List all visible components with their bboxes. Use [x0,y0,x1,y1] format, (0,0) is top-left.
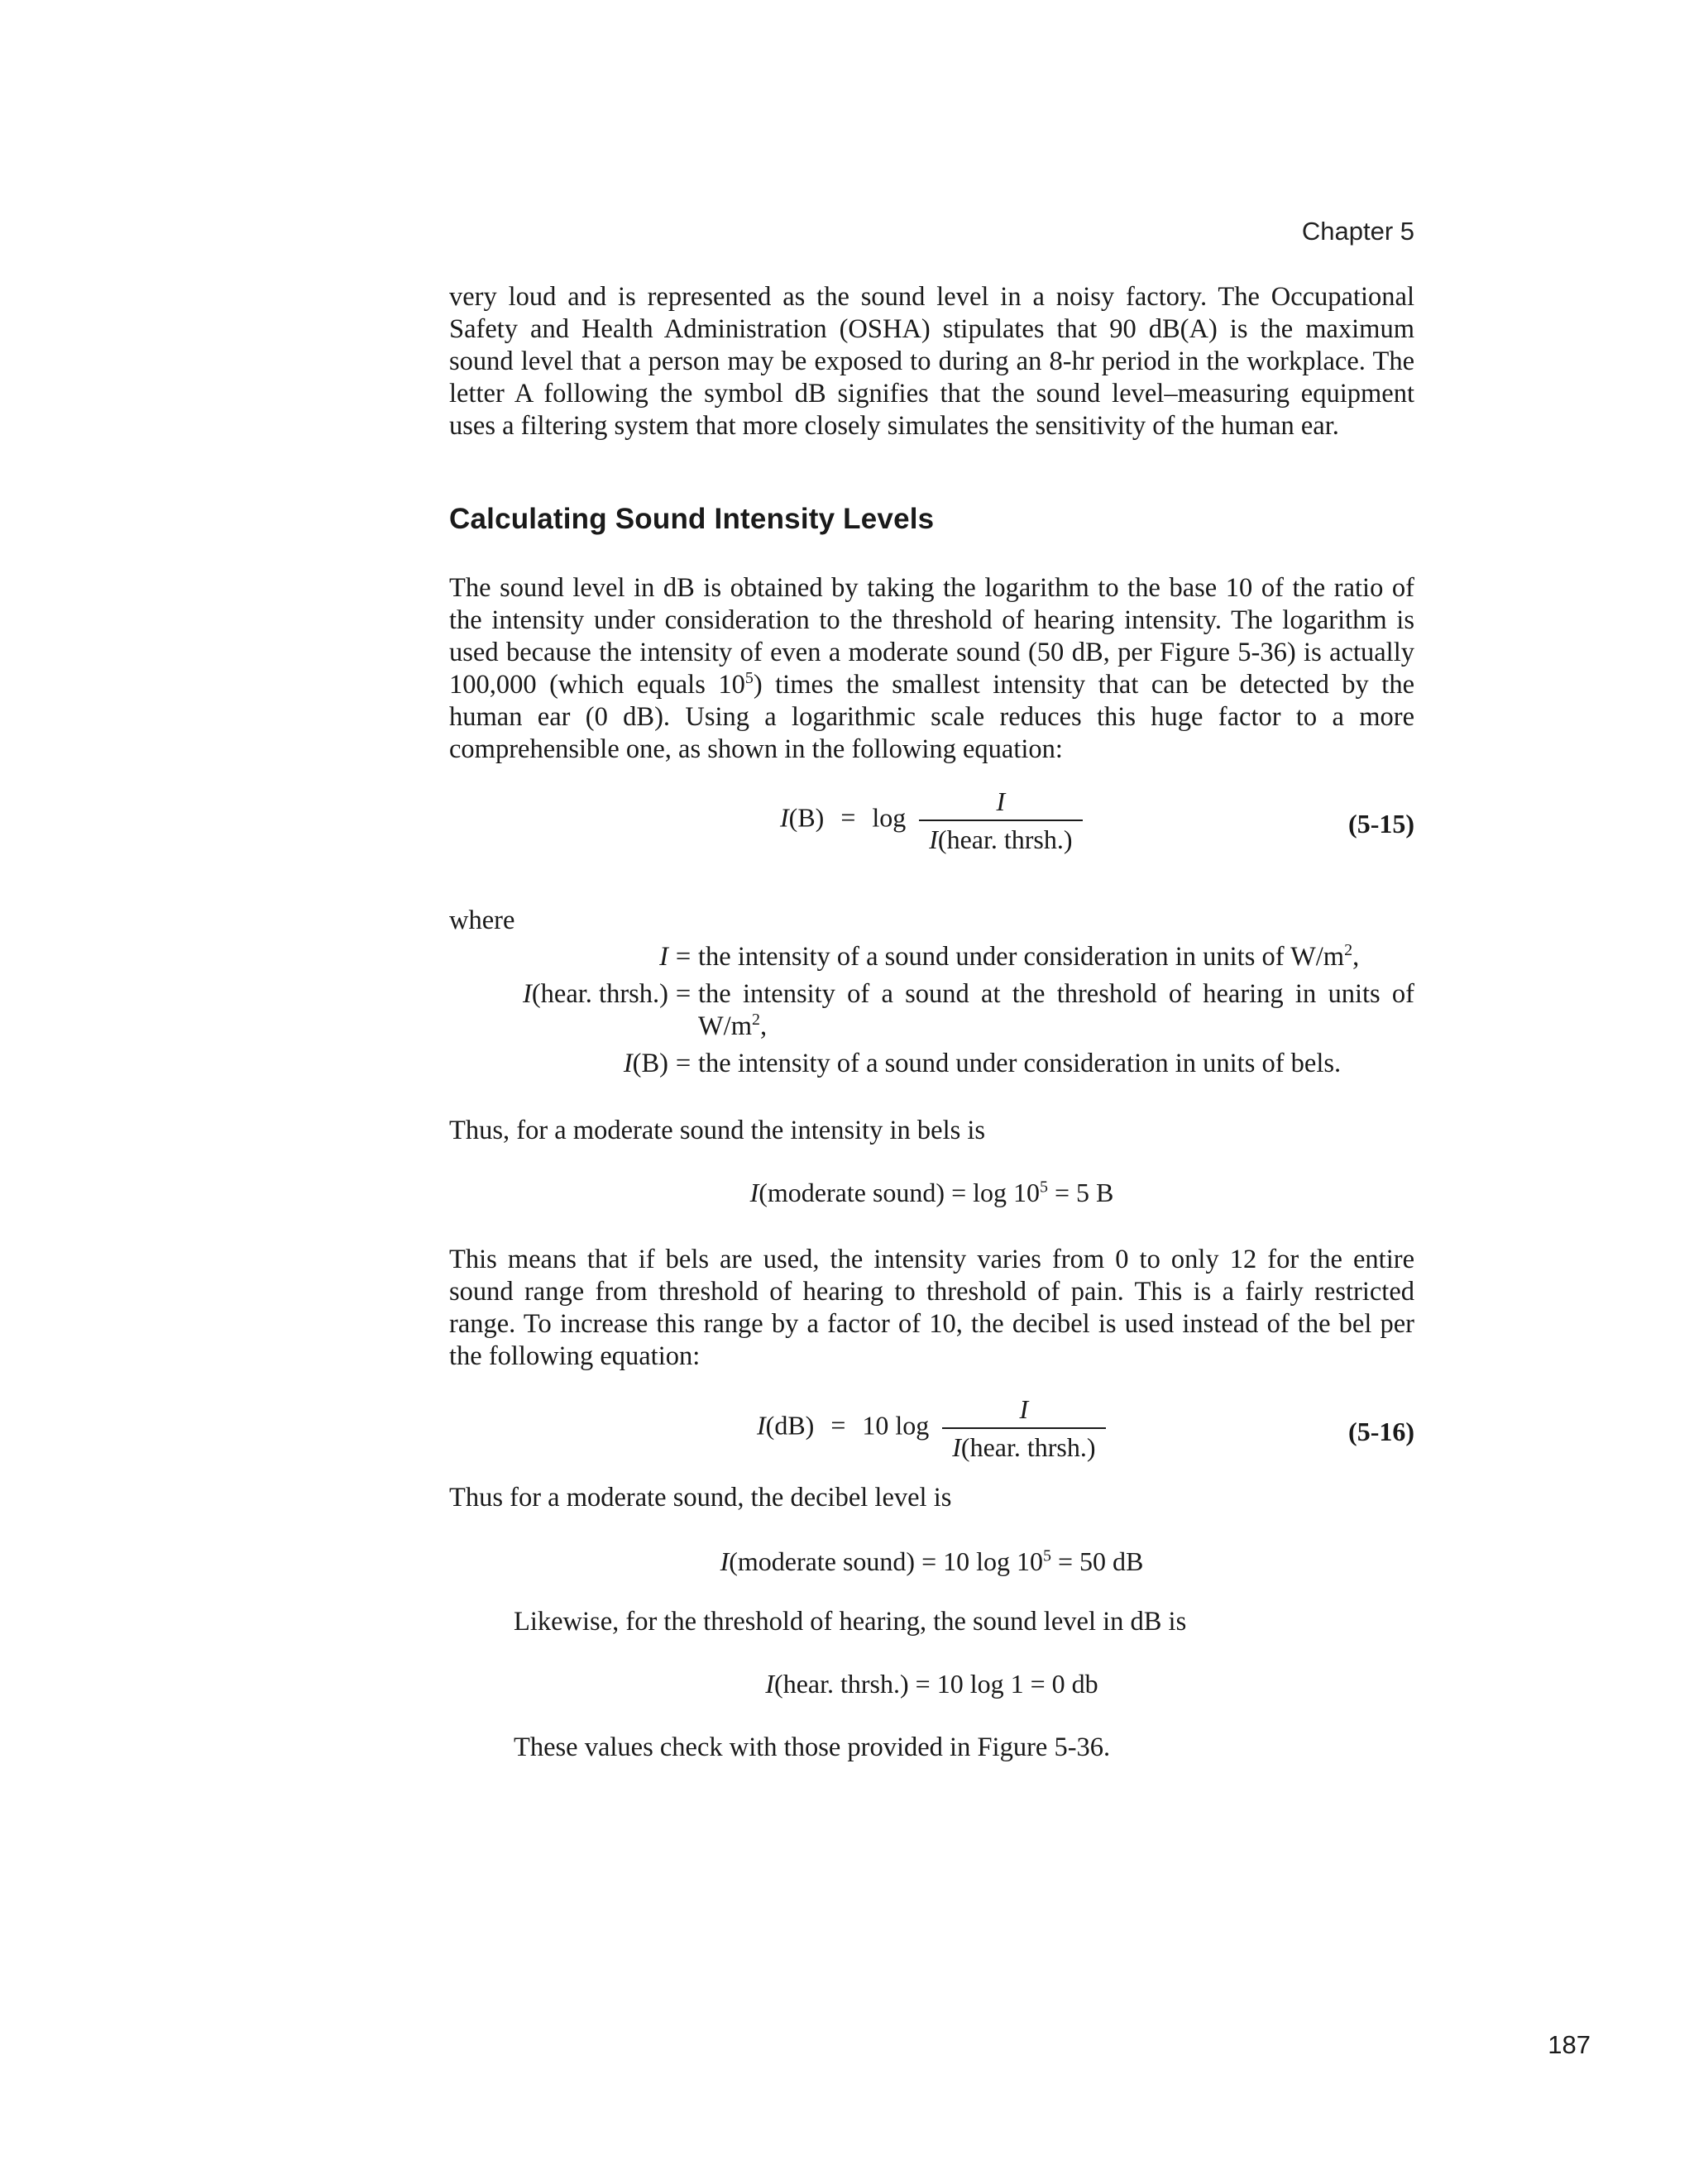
eq4-lhs-rest: (moderate sound) [729,1546,916,1576]
where-label-block [449,905,1414,937]
body-paragraph-1 [449,572,1414,766]
body-paragraph-3-block [449,1244,1414,1373]
eq1-func: log [872,802,907,833]
eq5-rhs: = 10 log 1 = 0 db [915,1669,1098,1699]
def2-sym-var: I [623,1049,633,1078]
def-symbol [449,941,668,973]
def1-sym-var: I [523,979,532,1009]
def0-tail: , [1352,942,1360,972]
eq4-rhs2: = 50 dB [1058,1546,1144,1576]
equation-moderate-decibels [449,1546,1414,1577]
eq3-lhs-var: I [757,1410,766,1441]
para1-part1: The sound level in dB is obtained by taking the logarithm to the base 10 of the ratio of the intensity under consideration to the threshold of hearing intensity. The logarithm is used because the intensity of even a moderate sound (50 dB, per Figure 5-36) is actually 100,000 (which equals 10 [449,573,1414,700]
eq5-lhs-rest: (hear. thrsh.) [774,1669,909,1699]
section-heading: Calculating Sound Intensity Levels [449,503,935,535]
def-symbol [449,978,668,1043]
eq3-numerator: I [1019,1394,1029,1424]
def0-equals: = [675,942,691,972]
eq3-func: 10 log [862,1410,930,1441]
equation-moderate-bels [449,1178,1414,1208]
def1-sup: 2 [751,1011,760,1030]
body-paragraph-5: Likewise, for the threshold of hearing, the sound level in dB is [514,1607,1187,1637]
eq3-equals: = [830,1410,846,1441]
eq1-fraction [919,786,1082,855]
where-label: where [449,906,515,935]
def2-sym-rest: (B) [632,1049,668,1078]
def1-tail: , [759,1011,768,1041]
def2-text: the intensity of a sound under consideration in units of bels. [698,1049,1342,1078]
eq1-den-rest: (hear. thrsh.) [937,824,1073,854]
definition-list [449,941,1414,1080]
eq1-equals: = [840,802,856,833]
definition-intensity [449,941,1414,973]
equation-5-16 [449,1393,1414,1460]
eq1-denominator [919,820,1082,855]
eq3-denominator [942,1427,1105,1463]
def1-equals: = [675,979,691,1009]
eq4-lhs-var: I [720,1546,730,1576]
equation-5-15 [449,786,1414,852]
chapter-header: Chapter 5 [1301,217,1414,246]
eq2-rhs1: = log 10 [951,1178,1040,1207]
eq1-numerator: I [996,786,1006,816]
page-number: 187 [1548,2030,1591,2059]
def-text [698,1048,1414,1080]
equation-number-5-16: (5-16) [1348,1417,1414,1446]
para1-part2: ) times the smallest intensity that can be detected by the human ear (0 dB). Using a logarithmic scale reduces this huge factor to a more comprehensible one, as shown in the following equation: [449,670,1414,764]
body-paragraph-1-block [449,572,1414,766]
def-text [698,978,1414,1043]
eq3-den-rest: (hear. thrsh.) [960,1432,1096,1462]
def0-sym-var: I [659,942,668,972]
definition-threshold [449,978,1414,1043]
eq3-den-var: I [952,1432,961,1462]
body-paragraph-6: These values check with those provided in Figure 5-36. [514,1732,1111,1762]
eq1-lhs-var: I [780,802,789,833]
para1-exponent: 5 [744,669,754,688]
eq1-den-var: I [929,824,938,854]
eq4-rhs1: = 10 log 10 [921,1546,1043,1576]
equation-threshold-db [449,1669,1414,1699]
definition-bels [449,1048,1414,1080]
eq5-lhs-var: I [765,1669,775,1699]
body-paragraph-4: Thus for a moderate sound, the decibel level is [449,1483,952,1513]
def1-text: the intensity of a sound at the threshold of hearing in units of W/m [698,979,1414,1041]
def-symbol [449,1048,668,1080]
body-paragraph-2-block [449,1115,1414,1147]
body-paragraph-4-block [449,1482,1414,1514]
def0-text: the intensity of a sound under consideration in units of W/m [698,942,1345,972]
body-paragraph-2: Thus, for a moderate sound the intensity in bels is [449,1116,986,1145]
eq2-lhs-var: I [749,1178,759,1207]
intro-paragraph: very loud and is represented as the sound level in a noisy factory. The Occupational Safety and Health Administration (OSHA) stipulates that 90 dB(A) is the maximum sound level that a person may be exposed to during an 8-hr period in the workplace. The letter A following the symbol dB signifies that the sound level–measuring equipment uses a filtering system that more closely simulates the sensitivity of the human ear. [449,282,1414,441]
eq2-lhs-rest: (moderate sound) [758,1178,945,1207]
body-paragraph-3: This means that if bels are used, the intensity varies from 0 to only 12 for the entire sound range from threshold of hearing to threshold of pain. This is a fairly restricted range. To increase this range by a factor of 10, the decibel is used instead of the bel per the following equation: [449,1245,1414,1371]
equation-5-16-body [757,1393,1106,1463]
eq2-rhs2: = 5 B [1055,1178,1114,1207]
equation-5-15-body [780,786,1083,855]
def2-equals: = [675,1049,691,1078]
def0-sup: 2 [1344,941,1353,960]
def-text [698,941,1414,973]
eq3-lhs-unit: (dB) [765,1410,815,1441]
def1-sym-rest: (hear. thrsh.) [531,979,668,1009]
equation-number-5-15: (5-15) [1348,809,1414,839]
body-paragraph-6-block [449,1732,1414,1764]
body-paragraph-5-block [449,1606,1414,1638]
intro-paragraph-block [449,281,1414,442]
eq2-exponent: 5 [1040,1178,1048,1197]
eq3-fraction [942,1393,1105,1463]
eq1-lhs-unit: (B) [788,802,825,833]
eq4-exponent: 5 [1043,1546,1051,1565]
